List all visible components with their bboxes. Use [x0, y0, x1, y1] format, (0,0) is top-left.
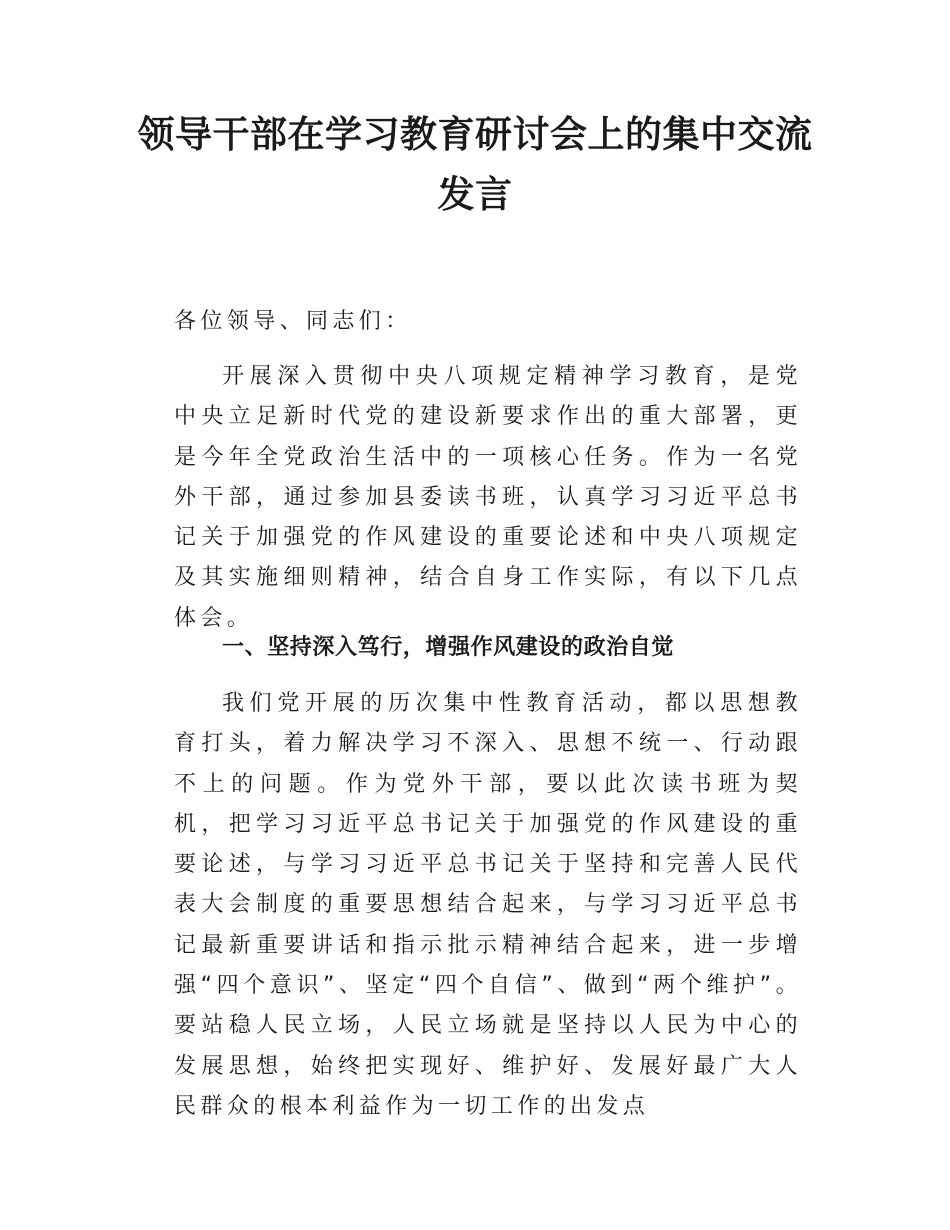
paragraph-intro: 开展深入贯彻中央八项规定精神学习教育，是党中央立足新时代党的建设新要求作出的重大部署，更是今年全党政治生活中的一项核心任务。作为一名党外干部，通过参加县委读书班，认真学习习近平总书记关于加强党的作风建设的重要论述和中央八项规定及其实施细则精神，结合自身工作实际，有以下几点体会。 [174, 364, 802, 631]
document-title: 领导干部在学习教育研讨会上的集中交流发言 [137, 112, 813, 216]
salutation: 各位领导、同志们： [174, 309, 412, 334]
section-heading-1: 一、坚持深入笃行，增强作风建设的政治自觉 [222, 635, 675, 660]
paragraph-section-1: 我们党开展的历次集中性教育活动，都以思想教育打头，着力解决学习不深入、思想不统一、行动跟不上的问题。作为党外干部，要以此次读书班为契机，把学习习近平总书记关于加强党的作风建设的重要论述，与学习习近平总书记关于坚持和完善人民代表大会制度的重要思想结合起来，与学习习近平总书记最新重要讲话和指示批示精神结合起来，进一步增强“四个意识”、坚定“四个自信”、做到“两个维护”。要站稳人民立场，人民立场就是坚持以人民为中心的发展思想，始终把实现好、维护好、发展好最广大人民群众的根本利益作为一切工作的出发点 [174, 691, 802, 1119]
